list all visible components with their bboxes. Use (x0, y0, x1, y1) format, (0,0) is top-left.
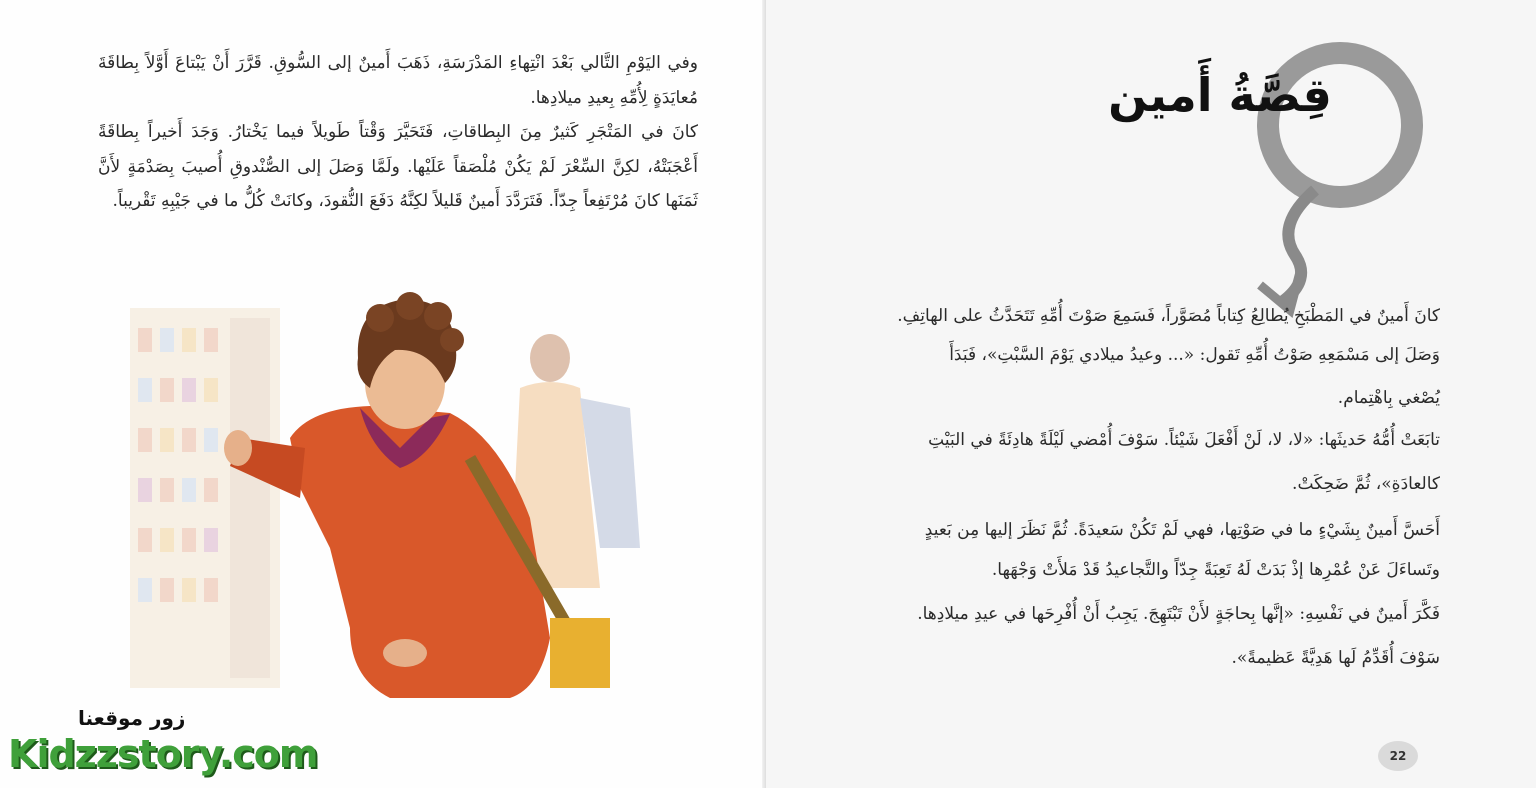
watermark-visit-text: زور موقعنا (78, 706, 186, 730)
right-line-4: تابَعَتْ أُمُّهُ حَديثَها: «لا، لا، لَنْ أَفْعَلَ شَيْئاً. سَوْفَ أُمْضي لَيْلَةً هادِئَةً في البَيْتِ (928, 430, 1440, 450)
right-line-8: فَكَّرَ أَمينٌ في نَفْسِهِ: «إنَّها بِحاجَةٍ لأَنْ تَبْتَهِجَ. يَجِبُ أَنْ أُفْرِحَها في عيدِ ميلادِها. (917, 604, 1440, 624)
left-paragraph-2: كانَ في المَتْجَرِ كَثيرٌ مِنَ البِطاقاتِ، فَتَحَيَّرَ وَقْتاً طَويلاً فيما يَخْتارُ. وَجَدَ أَخيراً بِطاقَةً أَعْجَبَتْهُ، لكِنَّ السِّعْرَ لَمْ يَكُنْ مُلْصَقاً عَلَيْها. ولَمَّا وَصَلَ إلى الصُّنْدوقِ أُصيبَ بِصَدْمَةٍ لأَنَّ ثَمَنَها كانَ مُرْتَفِعاً جِدّاً. فَتَرَدَّدَ أَمينٌ قَليلاً لكِنَّهُ دَفَعَ النُّقودَ، وكانَتْ كُلُّ ما في جَيْبِهِ تَقْريباً. (98, 122, 698, 211)
right-line-3: يُصْغي بِاهْتِمام. (1337, 388, 1440, 408)
page-number: 22 (1378, 741, 1418, 771)
right-line-7: وتَساءَلَ عَنْ عُمْرِها إذْ بَدَتْ لَهُ تَعِبَةً جِدّاً والتَّجاعيدُ قَدْ مَلأَتْ وَجْهَها. (991, 560, 1440, 580)
right-line-6: أَحَسَّ أَمينٌ بِشَيْءٍ ما في صَوْتِها، فهي لَمْ تَكُنْ سَعيدَةً. ثُمَّ نَظَرَ إليها مِن بَعيدٍ (924, 520, 1440, 540)
right-line-1: كانَ أَمينٌ في المَطْبَخِ يُطالِعُ كِتاباً مُصَوَّراً، فَسَمِعَ صَوْتَ أُمِّهِ تَتَحَدَّثُ على الهاتِفِ. (897, 306, 1440, 326)
left-page-text (98, 46, 698, 219)
right-line-9: سَوْفَ أُقَدِّمُ لَها هَدِيَّةً عَظيمةً». (1231, 648, 1440, 668)
watermark-url[interactable]: Kidzzstory.com (8, 732, 318, 776)
left-paragraph-1: وفي اليَوْمِ التَّالي بَعْدَ انْتِهاءِ المَدْرَسَةِ، ذَهَبَ أَمينٌ إلى السُّوقِ. قَرَّرَ أَنْ يَبْتاعَ أَوَّلاً بِطاقَةَ مُعايَدَةٍ لِأُمِّهِ بِعيدِ ميلادِها. (98, 53, 698, 108)
boy-in-shop-illustration (130, 288, 670, 708)
right-line-5: كالعادَةِ»، ثُمَّ ضَحِكَتْ. (1292, 474, 1440, 494)
right-line-2: وَصَلَ إلى مَسْمَعِهِ صَوْتُ أُمِّهِ تَقول: «... وعيدُ ميلادي يَوْمَ السَّبْتِ»، فَبَدَأَ (949, 345, 1440, 365)
left-page (0, 0, 766, 788)
story-title: قِصَّةُ أَمين (1108, 68, 1332, 122)
